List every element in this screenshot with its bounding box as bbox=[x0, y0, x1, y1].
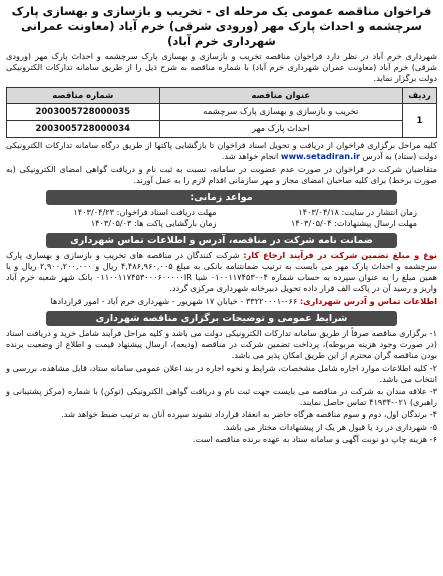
tender-title: احداث پارک مهر bbox=[159, 121, 402, 138]
dates-grid bbox=[6, 207, 437, 229]
table-row bbox=[7, 104, 437, 121]
table-header-row bbox=[7, 88, 437, 104]
contact-label: اطلاعات تماس و آدرس شهرداری: bbox=[299, 296, 437, 306]
process-text: کلیه مراحل برگزاری فراخوان از دریافت و تحویل اسناد فراخوان تا بازگشایی پاکتها از طریق درگاه سامانه تدارکات الکترونیکی دولت (ستاد) به آدرس bbox=[6, 140, 437, 161]
process-paragraph bbox=[6, 140, 437, 162]
registration-paragraph: متقاضیان شرکت در فراخوان در صورت عدم عضویت در سامانه، نسبت به ثبت نام و دریافت گواهی امضای الکترونیکی (به صورت برخط) برای کلیه صاحبان امضای مجاز و مهر سازمانی اقدام لازم را به عمل آورند. bbox=[6, 164, 437, 185]
opening-date: زمان بازگشایی پاکت ها: ۱۴۰۳/۰۵/۰۳ bbox=[90, 218, 217, 228]
notice-intro: شهرداری خرم آباد در نظر دارد فراخوان مناقصه تخریب و بازسازی و بهسازی پارک سرچشمه و احداث پارک مهر (ورودی شرقی) خرم آباد (معاونت عمران شهرداری خرم آباد) با شماره مناقصه به شرح ذیل را از طریق سامانه تدارکات الکترونیکی دولت برگزار نماید. bbox=[6, 51, 437, 83]
col-number-header: شماره مناقصه bbox=[7, 88, 160, 104]
tender-number: 2003005728000034 bbox=[7, 121, 160, 138]
dates-heading: مواعد زمانی: bbox=[46, 190, 397, 205]
process-text-end: انجام خواهد شد. bbox=[221, 151, 279, 161]
row-number: 1 bbox=[403, 104, 437, 138]
table-row bbox=[7, 121, 437, 138]
contact-paragraph bbox=[6, 296, 437, 307]
list-item: ۳- علاقه مندان به شرکت در مناقصه می بایست جهت ثبت نام و دریافت گواهی الکترونیکی (توکن) با شماره (مرکز پشتیبانی و راهبری) ۰۲۱-۴۱۹۳۴ تماس حاصل نمایند. bbox=[6, 386, 437, 408]
list-item: ۱- برگزاری مناقصه صرفاً از طریق سامانه تدارکات الکترونیکی دولت می باشد و کلیه مراحل فرآیند شامل خرید و دریافت اسناد (در صورت وجود هزینه مربوطه)، پرداخت تضمین شرکت در مناقصه (ودیعه)، ارسال پیشنهاد قیمت و اطلاع از وضعیت برنده بودن مناقصه گران محترم از این طریق امکان پذیر می باشد. bbox=[6, 328, 437, 361]
guarantee-label: نوع و مبلغ تضمین شرکت در فرآیند ارجاع کار: bbox=[243, 250, 438, 260]
list-item: ۲- کلیه اطلاعات موارد اجاره شامل مشخصات، شرایط و نحوه اجاره در بند اعلان عمومی سامانه ستاد، قابل مشاهده، بررسی و انتخاب می باشد. bbox=[6, 362, 437, 384]
list-item: ۶- هزینه چاپ دو نوبت آگهی و سامانه ستاد به عهده برنده مناقصه است. bbox=[192, 433, 437, 444]
guarantee-body: شرکت کنندگان در مناقصه های تخریب و بازسازی و بهسازی پارک سرچشمه و احداث پارک مهر می بایست به ترتیب ضمانتنامه بانکی به مبلغ ۴,۴۸۶,۹۶۰,۰۰۵ ریال و ۲,۹۰۰,۲۰۰,۰۰۰ ریال و یا همین مبلغ را به عنوان سپرده به حساب شماره ۰۱۰۰۱۱۷۴۵۳۰۰۴ شبا ۰۱۱۰۰۱۱۷۴۵۳۰۰۰۶۰۰۰۰۰IR بانک شهر شعبه خرم آباد واریز و رسید آن در پاکت الف قرار داده تحویل دبیرخانه شهرداری مرکزی گردد. bbox=[6, 250, 438, 293]
conditions-list bbox=[6, 328, 437, 445]
contact-body: ۰۶۶-۳۳۲۲۰۰۰۱ - خیابان ۱۷ شهریور - شهرداری خرم آباد - امور قراردادها bbox=[50, 296, 298, 306]
tender-table bbox=[6, 87, 437, 138]
publish-date: زمان انتشار در سایت: ۱۴۰۳/۰۴/۱۸ bbox=[298, 207, 417, 217]
col-row-header: ردیف bbox=[403, 88, 437, 104]
guarantee-paragraph bbox=[6, 250, 437, 294]
submit-deadline: مهلت ارسال پیشنهادات: ۱۴۰۳/۰۵/۰۴ bbox=[290, 218, 417, 228]
guarantee-heading: ضمانت نامه شرکت در مناقصه، آدرس و اطلاعات تماس شهرداری bbox=[46, 233, 397, 248]
conditions-heading: شرایط عمومی و توضیحات برگزاری مناقصه شهرداری bbox=[46, 311, 397, 326]
doc-deadline: مهلت دریافت اسناد فراخوان: ۱۴۰۳/۰۴/۲۳ bbox=[73, 207, 217, 217]
notice-title: فراخوان مناقصه عمومی یک مرحله ای - تخریب و بازسازی و بهسازی پارک سرچشمه و احداث پارک مهر (ورودی شرقی) خرم آباد (معاونت عمرانی شهرداری خرم آباد) bbox=[11, 4, 432, 48]
tender-number: 2003005728000035 bbox=[7, 104, 160, 121]
list-item: ۴- برندگان اول، دوم و سوم مناقصه هرگاه حاضر به انعقاد قرارداد نشوند سپرده آنان به ترتیب ضبط خواهد شد. bbox=[61, 409, 437, 420]
tender-title: تخریب و بازسازی و بهسازی پارک سرچشمه bbox=[159, 104, 402, 121]
list-item: ۵- شهرداری در رد یا قبول هر یک از پیشنهادات مختار می باشد. bbox=[223, 421, 437, 432]
setad-link[interactable]: www.setadiran.ir bbox=[280, 151, 361, 161]
col-title-header: عنوان مناقصه bbox=[159, 88, 402, 104]
